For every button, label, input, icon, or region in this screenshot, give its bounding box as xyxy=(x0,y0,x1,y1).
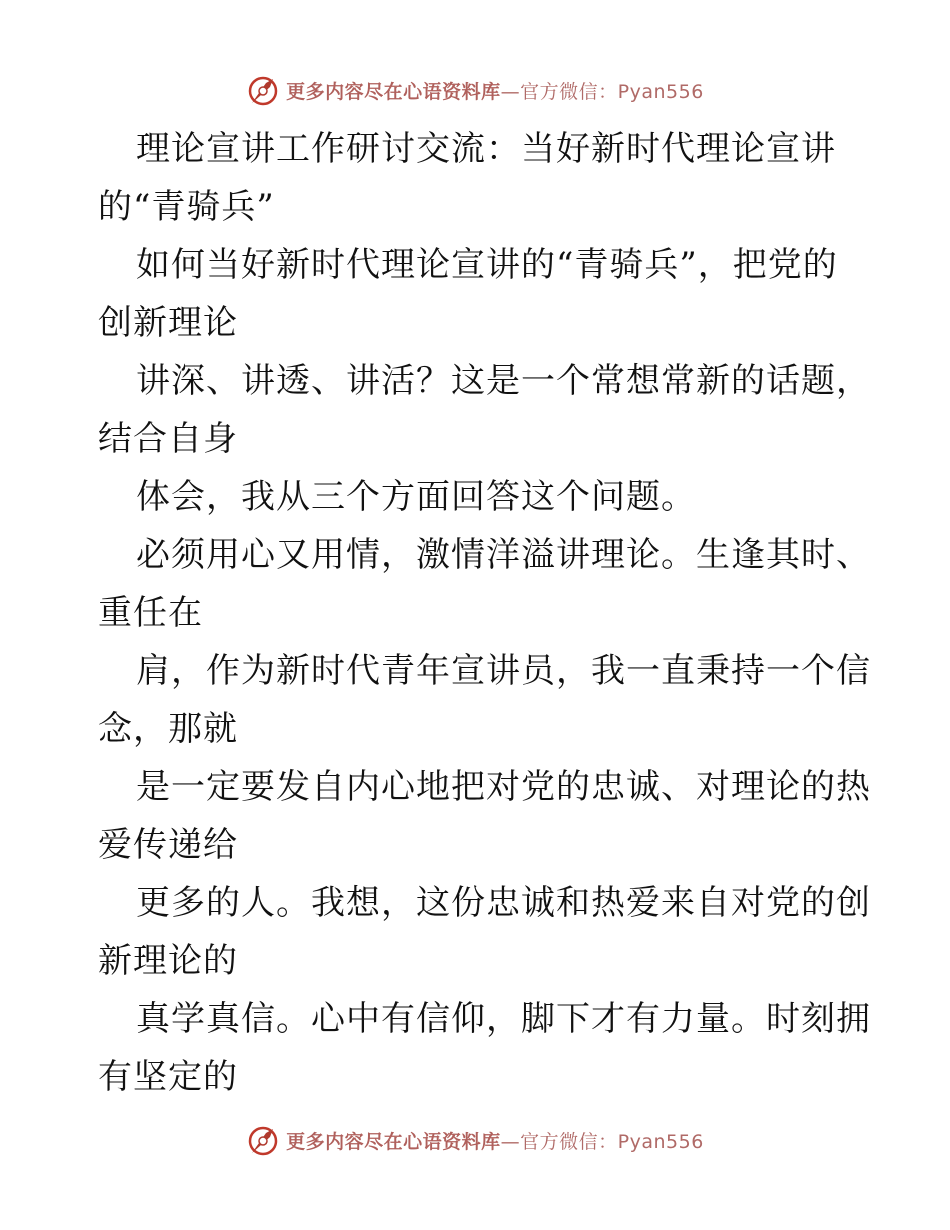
footer-banner xyxy=(0,1120,950,1160)
footer-sep: — xyxy=(500,1130,521,1153)
paragraph-line: 是一定要发自内心地把对党的忠诚、对理论的热 xyxy=(136,767,871,807)
paragraph-line: 体会，我从三个方面回答这个问题。 xyxy=(136,477,696,517)
pen-nib-logo-icon xyxy=(246,1123,280,1157)
paragraph-line: 讲深、讲透、讲活？这是一个常想常新的话题， xyxy=(136,361,871,401)
footer-brand: 更多内容尽在心语资料库 xyxy=(286,1130,501,1153)
paragraph-line: 必须用心又用情，激情洋溢讲理论。生逢其时、 xyxy=(136,535,871,575)
paragraph-line: 结合自身 xyxy=(98,419,238,459)
document-body xyxy=(98,120,871,1106)
paragraph-line: 创新理论 xyxy=(98,303,238,343)
paragraph-line: 更多的人。我想，这份忠诚和热爱来自对党的创 xyxy=(136,883,871,923)
header-wechat: 官方微信：Pyan556 xyxy=(520,80,704,103)
paragraph-line: 爱传递给 xyxy=(98,825,238,865)
pen-nib-logo-icon xyxy=(246,73,280,107)
header-brand: 更多内容尽在心语资料库 xyxy=(286,80,501,103)
paragraph-line: 如何当好新时代理论宣讲的“青骑兵”，把党的 xyxy=(136,245,838,285)
paragraph-line: 重任在 xyxy=(98,593,203,633)
header-sep: — xyxy=(500,80,521,103)
header-banner xyxy=(0,70,950,110)
footer-banner-text xyxy=(286,1127,704,1154)
footer-wechat: 官方微信：Pyan556 xyxy=(520,1130,704,1153)
paragraph-line: 念，那就 xyxy=(98,709,238,749)
paragraph-line: 新理论的 xyxy=(98,941,238,981)
header-banner-text xyxy=(286,77,704,104)
paragraph-line: 有坚定的 xyxy=(98,1057,238,1097)
title-line-2: 的“青骑兵” xyxy=(98,187,275,227)
paragraph-line: 真学真信。心中有信仰，脚下才有力量。时刻拥 xyxy=(136,999,871,1039)
title-line-1: 理论宣讲工作研讨交流：当好新时代理论宣讲 xyxy=(136,129,836,169)
paragraph-line: 肩，作为新时代青年宣讲员，我一直秉持一个信 xyxy=(136,651,871,691)
